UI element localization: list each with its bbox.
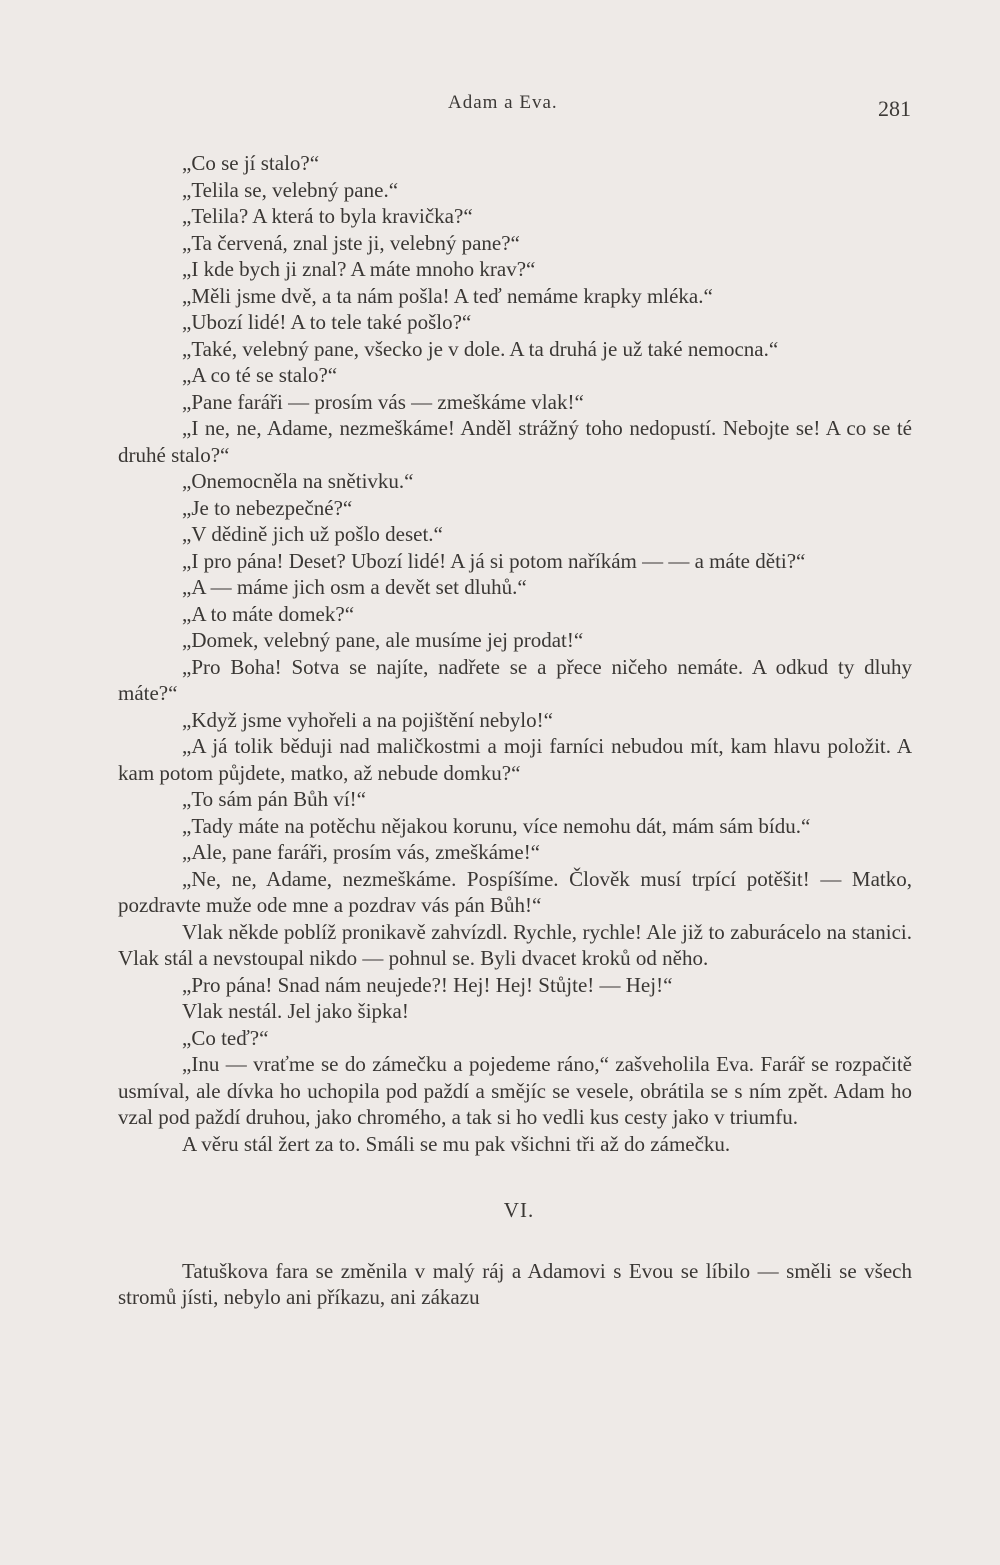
paragraph: „I pro pána! Deset? Ubozí lidé! A já si potom naříkám — — a máte děti?“ (182, 548, 806, 573)
paragraph: „Měli jsme dvě, a ta nám pošla! A teď nemáme krapky mléka.“ (182, 283, 713, 308)
paragraph: „Co teď?“ (182, 1025, 269, 1050)
paragraph: „Když jsme vyhořeli a na pojištění nebylo!“ (182, 707, 553, 732)
page-number: 281 (878, 96, 911, 121)
paragraph: A věru stál žert za to. Smáli se mu pak všichni tři až do zámečku. (182, 1131, 731, 1156)
paragraph: „A co té se stalo?“ (182, 363, 338, 387)
paragraph: „I ne, ne, Adame, nezmeškáme! Anděl strážný toho nedopustí. Nebojte se! A co se té druhé stalo?“ (118, 416, 912, 467)
paragraph: Vlak nestál. Jel jako šipka! (182, 999, 409, 1023)
body-text (118, 150, 912, 1311)
paragraph: „Ta červená, znal jste ji, velebný pane?“ (182, 230, 520, 255)
paragraph: „Telila? A která to byla kravička?“ (182, 204, 473, 228)
paragraph: „A já tolik běduji nad maličkostmi a moji farníci nebudou mít, kam hlavu položit. A kam potom půjdete, matko, až nebude domku?“ (118, 734, 912, 785)
paragraph: „Telila se, velebný pane.“ (182, 177, 399, 202)
paragraph: „Také, velebný pane, všecko je v dole. A ta druhá je už také nemocna.“ (182, 336, 779, 361)
paragraph: „Pro Boha! Sotva se najíte, nadřete se a přece ničeho nemáte. A odkud ty dluhy máte?“ (118, 654, 912, 705)
paragraph: „Co se jí stalo?“ (182, 151, 320, 175)
paragraph: „Ne, ne, Adame, nezmeškáme. Pospíšíme. Člověk musí trpící potěšit! — Matko, pozdravte muže ode mne a pozdrav vás pán Bůh!“ (118, 866, 912, 917)
paragraph: „A — máme jich osm a devět set dluhů.“ (182, 575, 527, 599)
paragraph: „Onemocněla na snětivku.“ (182, 469, 414, 493)
running-title: Adam a Eva. (448, 92, 558, 113)
paragraph: „Ubozí lidé! A to tele také pošlo?“ (182, 310, 472, 334)
section-heading: VI. (503, 1198, 535, 1222)
paragraph: „To sám pán Bůh ví!“ (182, 787, 366, 811)
paragraph: „Ale, pane faráři, prosím vás, zmeškáme!“ (182, 840, 541, 864)
paragraph: „Inu — vraťme se do zámečku a pojedeme ráno,“ zašveholila Eva. Farář se rozpačitě usmíval, ale dívka ho uchopila pod paždí a smějíc se vesele, obrátila se s ním zpět. Adam ho vzal pod paždí druhou, jako chromého, a tak si ho vedli kus cesty jako v triumfu. (118, 1052, 912, 1129)
paragraph: Vlak někde poblíž pronikavě zahvízdl. Rychle, rychle! Ale již to zaburácelo na stanici. Vlak stál a nevstoupal nikdo — pohnul se. Byli dvacet kroků od něho. (118, 919, 912, 970)
paragraph: „Pro pána! Snad nám neujede?! Hej! Hej! Stůjte! — Hej!“ (182, 972, 673, 997)
paragraph: „Tady máte na potěchu nějakou korunu, více nemohu dát, mám sám bídu.“ (182, 813, 811, 838)
paragraph: „Je to nebezpečné?“ (182, 495, 353, 520)
section-opening-paragraph: Tatuškova fara se změnila v malý ráj a Adamovi s Evou se líbilo — směli se všech stromů jísti, nebylo ani příkazu, ani zákazu (118, 1258, 912, 1309)
paragraph: „Domek, velebný pane, ale musíme jej prodat!“ (182, 628, 584, 652)
paragraph: „I kde bych ji znal? A máte mnoho krav?“ (182, 257, 536, 281)
paragraph: „Pane faráři — prosím vás — zmeškáme vlak!“ (182, 389, 584, 414)
paragraph: „A to máte domek?“ (182, 601, 355, 626)
paragraph: „V dědině jich už pošlo deset.“ (182, 522, 443, 546)
